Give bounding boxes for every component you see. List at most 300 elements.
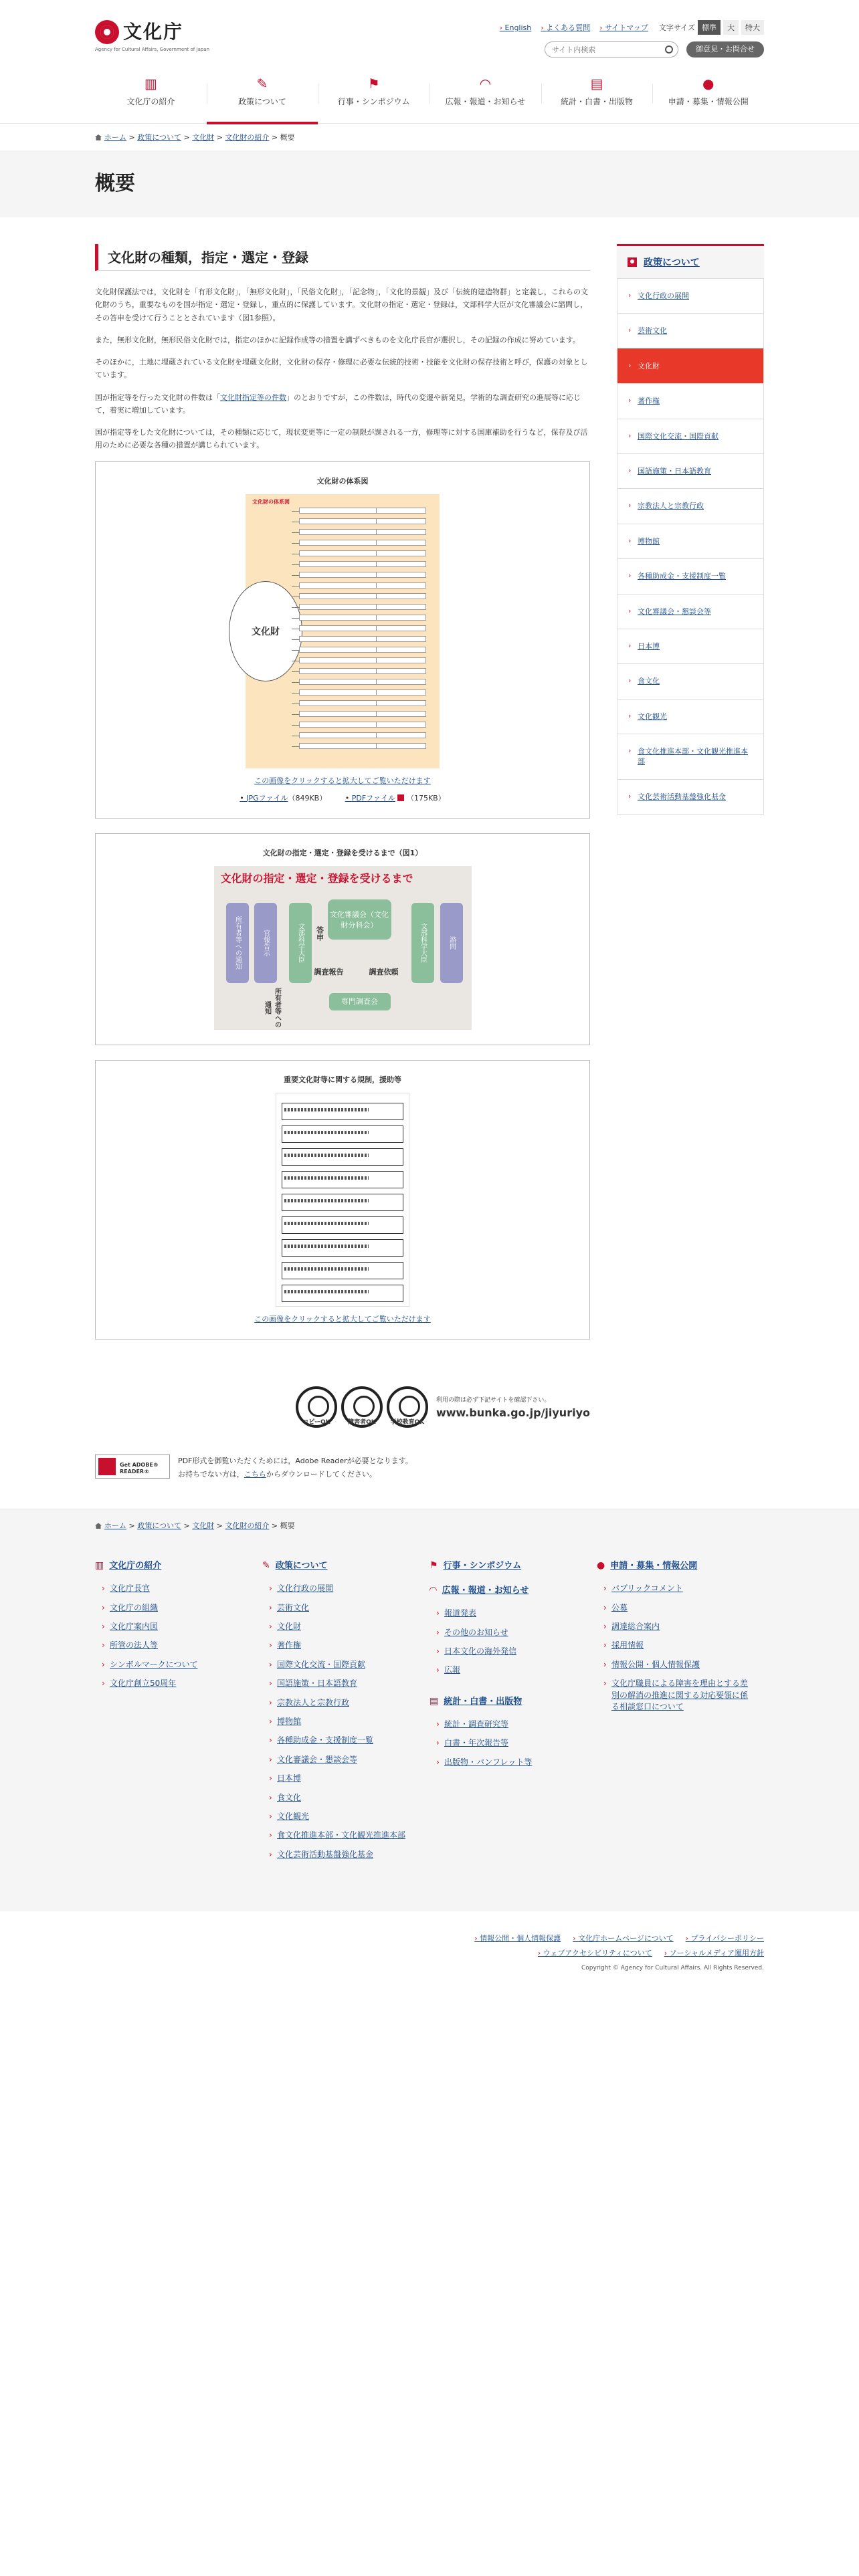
section-heading: 文化財の種類，指定・選定・登録 xyxy=(95,244,590,271)
paragraph: 文化財保護法では，文化財を「有形文化財」，「無形文化財」，「民俗文化財」，「記念物」，「文化的景観」及び「伝統的建造物群」と定義し，これらの文化財のうち，重要なものを国が指定・選定・登録し，重点的に保護しています。文化財の指定・選定・登録は，文部科学大臣が文化審議会に諮問し，その答申を受けて行うこととされています（図1参照）。 xyxy=(95,288,588,322)
pdf-icon xyxy=(397,794,404,801)
table-line xyxy=(284,1290,369,1293)
sidebar-item[interactable] xyxy=(617,734,763,779)
breadcrumb-cultural-properties[interactable]: 文化財 xyxy=(192,1521,215,1531)
figure-node-right xyxy=(376,743,426,749)
sidebar-item-link[interactable]: 博物館 xyxy=(638,536,660,546)
table-block xyxy=(282,1171,403,1188)
wifi-icon: ◠ xyxy=(479,76,492,92)
figure-node xyxy=(299,561,426,567)
paragraph xyxy=(95,391,590,417)
breadcrumb: ホーム > 政策について > 文化財 > 文化財の紹介 > 概要 xyxy=(95,124,764,150)
footer-list-item xyxy=(102,1621,249,1632)
figure-node xyxy=(299,508,426,514)
footer-link[interactable]: 文化庁長官 xyxy=(110,1584,151,1594)
adobe-note-download xyxy=(178,1468,413,1482)
flag-icon: ⚑ xyxy=(367,76,380,92)
footer-column xyxy=(95,1555,262,1878)
logo-mark-icon xyxy=(95,20,119,44)
footer-list-item xyxy=(269,1735,416,1746)
footer-link[interactable]: 国際文化交流・国際貢献 xyxy=(277,1659,366,1669)
figure-node xyxy=(299,711,426,717)
person-icon: ● xyxy=(597,1560,605,1572)
footer-link[interactable]: 文化観光 xyxy=(277,1811,310,1821)
footer-link[interactable]: 日本博 xyxy=(277,1774,302,1784)
footer-bottom-link[interactable]: › ソーシャルメディア運用方針 xyxy=(664,1949,764,1957)
footer-bottom-link[interactable]: › 文化庁ホームページについて xyxy=(573,1934,673,1943)
figure-node-right xyxy=(376,540,426,546)
footer-heading xyxy=(262,1558,416,1571)
breadcrumb-policy[interactable]: 政策について xyxy=(137,1521,181,1531)
breadcrumb-introduction[interactable]: 文化財の紹介 xyxy=(225,1521,270,1531)
figure-node-right xyxy=(376,722,426,728)
pdf-file-size: （175KB） xyxy=(406,793,446,802)
copyright: Copyright © Agency for Cultural Affairs. All Rights Reserved. xyxy=(581,1965,764,1972)
footer-link[interactable]: 文化庁創立50周年 xyxy=(110,1679,177,1689)
figure-image-title: 文化財の指定・選定・登録を受けるまで xyxy=(220,871,413,885)
wifi-icon: ◠ xyxy=(430,1585,437,1596)
file-links xyxy=(109,792,576,803)
footer-heading-link[interactable]: 広報・報道・お知らせ xyxy=(442,1586,529,1596)
sidebar-item-link[interactable]: 著作権 xyxy=(638,397,660,406)
font-size-xlarge-button[interactable]: 特大 xyxy=(741,20,764,35)
figure-title: 文化財の指定・選定・登録を受けるまで（図1） xyxy=(262,848,423,857)
site-logo[interactable] xyxy=(95,20,210,53)
logo-subtitle: Agency for Cultural Affairs, Government of Japan xyxy=(95,47,210,52)
footer-link[interactable]: 国語施策・日本語教育 xyxy=(277,1679,358,1689)
faq-link[interactable]: › よくある質問 xyxy=(541,22,590,33)
sidebar-item[interactable] xyxy=(617,419,763,453)
paragraph-text: 」のとおりですが，この件数は，時代の変遷や新発見，学術的な調査研究の進展等に応じて，着実に増加しています。 xyxy=(95,393,581,415)
pdf-file-link[interactable]: • PDFファイル xyxy=(345,794,395,802)
sidebar-item[interactable] xyxy=(617,453,763,488)
flag-icon: ⚑ xyxy=(430,1560,438,1572)
footer-link[interactable]: 広報 xyxy=(444,1665,461,1675)
figure-node-right xyxy=(376,732,426,738)
sidebar-item[interactable] xyxy=(617,383,763,418)
footer-link[interactable]: その他のお知らせ xyxy=(444,1627,508,1637)
english-link[interactable]: › English xyxy=(500,23,532,32)
footer-link[interactable]: パブリックコメント xyxy=(611,1584,683,1594)
footer-list-item xyxy=(102,1678,249,1689)
footer-list-item xyxy=(269,1697,416,1709)
figure-node xyxy=(299,529,426,535)
footer-list-item xyxy=(102,1602,249,1614)
utility-links xyxy=(490,20,764,35)
footer-list xyxy=(436,1719,583,1768)
section-icon xyxy=(628,257,637,267)
table-line xyxy=(284,1199,369,1202)
table-line xyxy=(284,1267,369,1271)
footer-list-item xyxy=(269,1849,416,1860)
sidebar-item[interactable] xyxy=(617,663,763,698)
footer-list-item xyxy=(269,1602,416,1614)
footer-link[interactable]: 日本文化の海外発信 xyxy=(444,1646,517,1656)
book-icon: ▤ xyxy=(430,1695,439,1707)
footer-links xyxy=(95,1931,764,1961)
footer-link[interactable]: 情報公開・個人情報保護 xyxy=(611,1659,700,1669)
figure-node-right xyxy=(376,572,426,578)
figure-node-right xyxy=(376,518,426,524)
building-icon: ▥ xyxy=(144,76,157,92)
free-use-marks xyxy=(95,1386,590,1428)
footer-link[interactable]: 文化審議会・懇談会等 xyxy=(277,1754,358,1764)
font-size-normal-button[interactable]: 標準 xyxy=(698,20,721,35)
table-block xyxy=(282,1262,403,1279)
figure-center-label: 文化財 xyxy=(229,581,302,681)
adobe-note-text: お持ちでない方は， xyxy=(178,1470,244,1479)
footer-list-item xyxy=(436,1608,583,1619)
sidebar-list xyxy=(617,278,764,815)
footer-column xyxy=(430,1555,597,1878)
figure-node-right xyxy=(376,529,426,535)
school-ok-icon: 学校教育OK xyxy=(387,1386,428,1428)
table-line xyxy=(284,1108,369,1111)
footer-link[interactable]: 著作権 xyxy=(277,1640,302,1650)
flow-box: 文部科学大臣 xyxy=(411,903,434,983)
sidebar-item[interactable] xyxy=(617,779,763,814)
gnav-applications[interactable] xyxy=(652,70,764,124)
site-header xyxy=(0,0,859,124)
flow-center-box: 文化審議会（文化財分科会） xyxy=(328,899,391,940)
building-icon: ▥ xyxy=(95,1560,104,1572)
sidebar-item-link[interactable]: 宗教法人と宗教行政 xyxy=(638,502,704,511)
font-size-label: 文字サイズ xyxy=(658,23,695,32)
gnav-statistics[interactable] xyxy=(541,70,653,124)
adobe-reader-badge[interactable] xyxy=(95,1455,170,1479)
footer-heading xyxy=(430,1558,583,1571)
flow-label: 調査依頼 xyxy=(369,967,399,976)
footer-list-item xyxy=(269,1621,416,1632)
sidebar-item-link[interactable]: 食文化推進本部・文化観光推進本部 xyxy=(638,747,748,766)
footer-link[interactable]: 調達総合案内 xyxy=(611,1622,660,1632)
footer-heading-link[interactable]: 統計・白書・出版物 xyxy=(444,1696,522,1707)
figure-node xyxy=(299,679,426,685)
footer-bottom-link[interactable]: › プライバシーポリシー xyxy=(686,1934,764,1943)
sidebar-item[interactable] xyxy=(617,699,763,734)
footer-list-item xyxy=(269,1583,416,1594)
table-line xyxy=(284,1131,369,1134)
footer-list-item xyxy=(269,1830,416,1841)
figure-node-right xyxy=(376,700,426,706)
figure-node-right xyxy=(376,689,426,695)
global-nav xyxy=(95,70,764,124)
footer-heading xyxy=(430,1694,583,1707)
footer-list-item xyxy=(102,1659,249,1671)
free-use-url: www.bunka.go.jp/jiyuriyo xyxy=(436,1406,590,1419)
breadcrumb-current: 概要 xyxy=(280,133,295,142)
footer-breadcrumb-bar xyxy=(0,1509,859,1542)
gnav-label: 文化庁の紹介 xyxy=(126,97,175,106)
footer-link[interactable]: 食文化 xyxy=(277,1792,302,1802)
figure-node xyxy=(299,636,426,642)
footer-link[interactable]: 文化行政の展開 xyxy=(277,1584,334,1594)
figure-node xyxy=(299,550,426,556)
sidebar-item-link[interactable]: 国語施策・日本語教育 xyxy=(638,466,711,475)
figure-designation-flow xyxy=(95,833,590,1045)
footer-list-item xyxy=(269,1659,416,1671)
footer-list-item xyxy=(603,1678,751,1713)
sidebar-item-link[interactable]: 文化芸術活動基盤強化基金 xyxy=(638,792,726,801)
footer-link[interactable]: 文化庁の組織 xyxy=(110,1602,159,1612)
figure-node xyxy=(299,700,426,706)
figure-node xyxy=(299,625,426,631)
regulations-table-image[interactable] xyxy=(276,1093,409,1307)
footer-link[interactable]: シンボルマークについて xyxy=(110,1659,198,1669)
footer-link[interactable]: 採用情報 xyxy=(611,1640,644,1650)
footer-list-item xyxy=(603,1640,751,1651)
footer-link[interactable]: 各種助成金・支援制度一覧 xyxy=(277,1735,374,1745)
table-block xyxy=(282,1194,403,1211)
flow-label: 答申 xyxy=(315,926,324,941)
table-line xyxy=(284,1245,369,1248)
footer-link[interactable]: 文化庁職員による障害を理由とする差別の解消の推進に関する対応要領に係る相談窓口について xyxy=(611,1679,749,1712)
figure-node xyxy=(299,668,426,674)
paragraph-text: 国が指定等を行った文化財の件数は「 xyxy=(95,393,220,402)
breadcrumb-home[interactable]: ホーム xyxy=(104,1521,126,1531)
footer-list-item xyxy=(603,1602,751,1614)
sidebar-item[interactable] xyxy=(617,594,763,629)
footer-list-item xyxy=(436,1646,583,1657)
footer-list-item xyxy=(436,1719,583,1730)
flow-box: 官報告示 xyxy=(254,903,277,983)
contact-button[interactable]: 御意見・お問合せ xyxy=(686,41,764,58)
flow-box: 諮問 xyxy=(440,903,463,983)
figure-node-right xyxy=(376,711,426,717)
figure-regulations xyxy=(95,1060,590,1339)
sidebar-item[interactable] xyxy=(617,348,763,383)
footer-list-item xyxy=(102,1583,249,1594)
sidebar-item[interactable] xyxy=(617,629,763,663)
table-line xyxy=(284,1176,369,1180)
search-icon[interactable] xyxy=(665,45,673,53)
footer-list-item xyxy=(603,1659,751,1671)
figure-node-right xyxy=(376,668,426,674)
gnav-press[interactable] xyxy=(430,70,541,124)
breadcrumb-policy[interactable]: 政策について xyxy=(137,133,181,142)
figure-node xyxy=(299,657,426,663)
free-use-note-text: 利用の際は必ず下記サイトを確認下さい。 xyxy=(436,1396,551,1404)
person-icon: ● xyxy=(702,76,714,92)
sitemap-link[interactable]: › サイトマップ xyxy=(599,22,648,33)
sidebar-item[interactable] xyxy=(617,313,763,348)
footer-nav xyxy=(0,1542,859,1911)
gnav-label: 申請・募集・情報公開 xyxy=(668,97,749,106)
footer-list-item xyxy=(269,1640,416,1651)
figure-node-right xyxy=(376,679,426,685)
sidebar-header-link[interactable]: 政策について xyxy=(644,257,700,268)
gnav-policy[interactable] xyxy=(207,70,318,124)
paragraph: 国が指定等をした文化財については，その種類に応じて，現状変更等に一定の制限が課される一方，修理等に対する国庫補助を行うなど，保存及び活用のために必要な各種の措置が講じられています。 xyxy=(95,428,588,450)
footer-list-item xyxy=(603,1621,751,1632)
footer-column xyxy=(262,1555,430,1878)
sidebar-item-link[interactable]: 文化財 xyxy=(638,361,660,370)
sidebar xyxy=(617,244,764,1509)
footer-link[interactable]: 白書・年次報告等 xyxy=(444,1738,509,1748)
figure-system-chart xyxy=(95,461,590,819)
sidebar-item[interactable] xyxy=(617,524,763,558)
font-size-large-button[interactable]: 大 xyxy=(723,20,739,35)
footer-link[interactable]: 報道発表 xyxy=(444,1608,477,1618)
sidebar-item-link[interactable]: 食文化 xyxy=(638,677,660,686)
designation-flow-image[interactable] xyxy=(214,866,472,1030)
figure-node-right xyxy=(376,657,426,663)
gnav-label: 統計・白書・出版物 xyxy=(561,97,634,106)
adobe-note-text: からダウンロードしてください。 xyxy=(266,1470,377,1479)
flow-bottom-box: 専門調査会 xyxy=(329,993,391,1010)
figure-node xyxy=(299,722,426,728)
figure-node-right xyxy=(376,550,426,556)
gnav-label: 行事・シンポジウム xyxy=(337,97,410,106)
footer-link[interactable]: 出版物・パンフレット等 xyxy=(444,1757,533,1767)
footer-link[interactable]: 文化財 xyxy=(277,1622,302,1632)
flow-box: 文部科学大臣 xyxy=(289,903,312,983)
figure-image-header: 文化財の体系図 xyxy=(252,498,290,505)
sidebar-item-link[interactable]: 文化審議会・懇談会等 xyxy=(638,607,711,616)
footer-link[interactable]: 文化庁案内図 xyxy=(110,1622,159,1632)
breadcrumb-introduction[interactable]: 文化財の紹介 xyxy=(225,133,270,142)
gnav-label: 政策について xyxy=(238,97,286,106)
footer-heading-link[interactable]: 文化庁の紹介 xyxy=(109,1561,162,1572)
free-use-note xyxy=(436,1395,590,1419)
search-input[interactable] xyxy=(545,41,678,58)
figure-node-right xyxy=(376,508,426,514)
table-block xyxy=(282,1148,403,1166)
footer-heading-link[interactable]: 申請・募集・情報公開 xyxy=(610,1561,698,1572)
figure-box-column xyxy=(299,508,426,754)
footer-column xyxy=(597,1555,764,1878)
footer-list-item xyxy=(269,1716,416,1727)
footer-columns xyxy=(95,1555,764,1878)
footer-link[interactable]: 宗教法人と宗教行政 xyxy=(277,1697,350,1707)
figure-node-right xyxy=(376,636,426,642)
table-block xyxy=(282,1285,403,1302)
table-block xyxy=(282,1125,403,1143)
figure-node xyxy=(299,582,426,588)
footer-heading xyxy=(430,1583,583,1596)
figure-node xyxy=(299,615,426,621)
disability-ok-icon: 障害者OK xyxy=(341,1386,383,1428)
sidebar-item-link[interactable]: 文化行政の展開 xyxy=(638,292,689,300)
sidebar-item[interactable] xyxy=(617,488,763,523)
adobe-download-link[interactable]: こちら xyxy=(244,1470,266,1479)
footer-list-item xyxy=(603,1583,751,1594)
gnav-events[interactable] xyxy=(318,70,430,124)
search-row xyxy=(545,41,764,58)
figure-node xyxy=(299,689,426,695)
paragraph: また，無形文化財，無形民俗文化財では，指定のほかに記録作成等の措置を講ずべきものを文化庁長官が選択し，その記録の作成に努めています。 xyxy=(95,335,580,344)
footer-list xyxy=(603,1583,751,1713)
breadcrumb-home[interactable]: ホーム xyxy=(104,133,126,142)
figure-node-right xyxy=(376,615,426,621)
page-header xyxy=(0,150,859,217)
figure-title: 文化財の体系図 xyxy=(316,476,369,486)
breadcrumb-cultural-properties[interactable]: 文化財 xyxy=(192,133,215,142)
enlarge-caption-link[interactable]: この画像をクリックすると拡大してご覧いただけます xyxy=(254,776,431,785)
home-icon xyxy=(95,134,102,140)
footer-heading-link[interactable]: 行事・シンポジウム xyxy=(443,1561,522,1572)
footer-link[interactable]: 芸術文化 xyxy=(277,1602,310,1612)
sidebar-item[interactable] xyxy=(617,278,763,313)
flow-label: 調査報告 xyxy=(314,967,344,976)
figure-node xyxy=(299,518,426,524)
adobe-reader-notice xyxy=(95,1455,590,1483)
table-block xyxy=(282,1216,403,1234)
footer-link[interactable]: 統計・調査研究等 xyxy=(444,1719,509,1729)
figure-node xyxy=(299,604,426,610)
footer-link[interactable]: 文化芸術活動基盤強化基金 xyxy=(277,1849,374,1859)
figure-node-right xyxy=(376,593,426,599)
footer-list xyxy=(436,1608,583,1677)
footer-link[interactable]: 食文化推進本部・文化観光推進本部 xyxy=(277,1830,406,1840)
footer-list-item xyxy=(269,1792,416,1804)
footer-heading-link[interactable]: 政策について xyxy=(275,1561,328,1572)
sidebar-item-link[interactable]: 各種助成金・支援制度一覧 xyxy=(638,572,726,581)
footer-list-item xyxy=(102,1640,249,1651)
footer-heading xyxy=(95,1558,249,1571)
figure-node xyxy=(299,593,426,599)
footer-heading xyxy=(597,1558,751,1571)
system-chart-image[interactable] xyxy=(246,494,440,768)
figure-node xyxy=(299,743,426,749)
brush-icon: ✎ xyxy=(262,1560,270,1572)
sidebar-item[interactable] xyxy=(617,558,763,593)
footer-breadcrumb: ホーム > 政策について > 文化財 > 文化財の紹介 > 概要 xyxy=(95,1509,764,1543)
flow-box: 所有者等への通知 xyxy=(226,903,249,983)
jpg-file-link[interactable]: • JPGファイル xyxy=(240,794,288,802)
footer-link[interactable]: 公募 xyxy=(611,1602,628,1612)
logo-name: 文化庁 xyxy=(123,21,184,43)
copy-ok-icon: コピーOK xyxy=(296,1386,337,1428)
footer-list-item xyxy=(269,1754,416,1765)
enlarge-caption-link[interactable]: この画像をクリックすると拡大してご覧いただけます xyxy=(254,1314,431,1323)
table-block xyxy=(282,1103,403,1120)
figure-node-right xyxy=(376,604,426,610)
table-line xyxy=(284,1222,369,1225)
footer-list xyxy=(102,1583,249,1689)
figure-node xyxy=(299,540,426,546)
gnav-label: 広報・報道・お知らせ xyxy=(445,97,526,106)
paragraph: そのほかに，土地に埋蔵されている文化財を埋蔵文化財，文化財の保存・修理に必要な伝統的技術・技能を文化財の保存技術と呼び，保護の対象としています。 xyxy=(95,358,588,380)
table-line xyxy=(284,1154,369,1157)
sidebar-item-link[interactable]: 日本博 xyxy=(638,641,660,651)
figure-node xyxy=(299,572,426,578)
book-icon: ▤ xyxy=(590,76,603,92)
sidebar-item-link[interactable]: 芸術文化 xyxy=(638,326,667,336)
footer-list-item xyxy=(269,1773,416,1784)
figure-node-right xyxy=(376,561,426,567)
footer-link[interactable]: 所管の法人等 xyxy=(110,1640,159,1650)
footer-bottom-link[interactable]: › ウェブアクセシビリティについて xyxy=(538,1949,652,1957)
figure-node xyxy=(299,647,426,653)
footer-list-item xyxy=(436,1757,583,1768)
sidebar-header xyxy=(617,244,764,278)
gnav-about[interactable] xyxy=(95,70,207,124)
adobe-note: PDF形式を御覧いただくためには，Adobe Readerが必要となります。 xyxy=(178,1456,413,1465)
table-block xyxy=(282,1239,403,1257)
sidebar-item-link[interactable]: 文化観光 xyxy=(638,712,667,721)
figure-node-right xyxy=(376,582,426,588)
figure-node xyxy=(299,732,426,738)
footer-link[interactable]: 博物館 xyxy=(277,1717,302,1727)
jpg-file-size: （849KB） xyxy=(288,793,327,802)
figure-title: 重要文化財等に関する規制，援助等 xyxy=(284,1075,401,1084)
sidebar-item-link[interactable]: 国際文化交流・国際貢献 xyxy=(638,431,719,441)
footer-list-item xyxy=(436,1627,583,1638)
flow-label: 所有者等への通知 xyxy=(263,988,281,1028)
footer-bottom-link[interactable]: › 情報公開・個人情報保護 xyxy=(474,1934,561,1943)
designation-count-link[interactable]: 文化財指定等の件数 xyxy=(220,393,286,402)
